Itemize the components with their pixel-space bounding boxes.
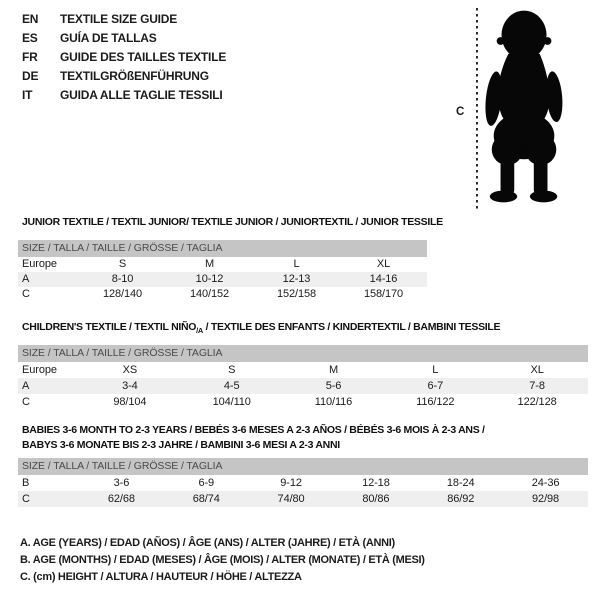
title-text: BABYS 3-6 MONATE BIS 2-3 JAHRE / BAMBINI 3-6 MESI A 2-3 ANNI <box>22 439 340 451</box>
language-label: GUIDE DES TAILLES TEXTILE <box>60 50 227 64</box>
size-header-bar: SIZE / TALLA / TAILLE / GRÖSSE / TAGLIA <box>18 345 588 362</box>
language-row <box>22 67 226 86</box>
language-code: EN <box>22 12 39 26</box>
row-label: A <box>22 380 30 392</box>
row-label: Europe <box>22 364 57 376</box>
size-header-bar: SIZE / TALLA / TAILLE / GRÖSSE / TAGLIA <box>18 240 427 257</box>
size-cell: 68/74 <box>192 493 220 505</box>
size-cell: 3-6 <box>113 477 130 489</box>
size-cell: 92/98 <box>532 493 560 505</box>
table-title-line <box>22 215 443 230</box>
size-cell: 98/104 <box>113 396 147 408</box>
table-row <box>18 394 588 410</box>
baby-silhouette-icon <box>481 7 569 206</box>
size-cell: L <box>432 364 439 376</box>
table-row <box>18 378 588 394</box>
size-table <box>18 240 427 302</box>
row-label: C <box>22 288 30 300</box>
row-label: A <box>22 273 30 285</box>
size-cell: L <box>293 258 300 270</box>
language-row <box>22 48 226 67</box>
language-code: ES <box>22 31 38 45</box>
language-row <box>22 29 226 48</box>
row-label: Europe <box>22 258 57 270</box>
size-cell: 14-16 <box>369 273 398 285</box>
table-row <box>18 257 427 272</box>
language-code: IT <box>22 88 33 102</box>
table-row <box>18 491 588 507</box>
row-label: C <box>22 493 30 505</box>
size-cell: 110/116 <box>314 396 353 408</box>
language-list <box>22 10 226 105</box>
table-row <box>18 287 427 302</box>
size-cell: 104/110 <box>212 396 251 408</box>
size-cell: M <box>328 364 339 376</box>
size-cell: 6-9 <box>198 477 215 489</box>
legend-line: C. (cm) HEIGHT / ALTURA / HAUTEUR / HÖHE / ALTEZZA <box>20 571 302 583</box>
title-text: BABIES 3-6 MONTH TO 2-3 YEARS / BEBÉS 3-6 MESES A 2-3 AÑOS / BÉBÉS 3-6 MOIS À 2-3 ANS / <box>22 424 485 436</box>
legend-line: B. AGE (MONTHS) / EDAD (MESES) / ÂGE (MOIS) / ALTER (MONATE) / ETÀ (MESI) <box>20 554 425 566</box>
table-title-line <box>22 423 485 438</box>
table-title <box>22 215 443 230</box>
row-label: C <box>22 396 30 408</box>
size-cell: 3-4 <box>122 380 138 392</box>
size-header-bar: SIZE / TALLA / TAILLE / GRÖSSE / TAGLIA <box>18 458 588 475</box>
size-cell: 152/158 <box>276 288 317 300</box>
language-label: TEXTILGRÖßENFÜHRUNG <box>60 69 209 83</box>
table-row <box>18 362 588 378</box>
size-cell: 12-18 <box>362 477 390 489</box>
table-title <box>22 320 500 335</box>
size-cell: 86/92 <box>447 493 475 505</box>
legend-line: A. AGE (YEARS) / EDAD (AÑOS) / ÂGE (ANS) / ALTER (JAHRE) / ETÀ (ANNI) <box>20 537 395 549</box>
size-table <box>18 458 588 507</box>
language-code: FR <box>22 50 38 64</box>
size-cell: 74/80 <box>277 493 305 505</box>
size-cell: S <box>228 364 236 376</box>
table-row <box>18 475 588 491</box>
size-cell: 8-10 <box>111 273 134 285</box>
language-code: DE <box>22 69 39 83</box>
title-text: JUNIOR TEXTILE / TEXTIL JUNIOR/ TEXTILE JUNIOR / JUNIORTEXTIL / JUNIOR TESSILE <box>22 216 443 228</box>
size-cell: 122/128 <box>517 396 557 408</box>
size-cell: 6-7 <box>427 380 444 392</box>
size-cell: 5-6 <box>325 380 342 392</box>
table-title <box>22 423 485 453</box>
table-title-line <box>22 320 500 335</box>
size-cell: 4-5 <box>223 380 240 392</box>
title-text: CHILDREN'S TEXTILE / TEXTIL NIÑO <box>22 321 197 333</box>
size-cell: 158/170 <box>363 288 404 300</box>
language-label: GUÍA DE TALLAS <box>60 31 157 45</box>
height-dotted-line <box>476 8 478 209</box>
size-cell: XL <box>376 258 391 270</box>
size-cell: 24-36 <box>531 477 560 489</box>
table-row <box>18 272 427 287</box>
language-row <box>22 10 226 29</box>
size-cell: 80/86 <box>362 493 390 505</box>
title-subscript: /A <box>196 326 204 336</box>
size-cell: XS <box>122 364 138 376</box>
size-cell: XL <box>530 364 544 376</box>
legend <box>20 535 425 586</box>
size-cell: 7-8 <box>529 380 545 392</box>
size-cell: M <box>204 258 215 270</box>
size-cell: 140/152 <box>189 288 230 300</box>
row-label: B <box>22 477 30 489</box>
title-text: / TEXTILE DES ENFANTS / KINDERTEXTIL / BAMBINI TESSILE <box>203 321 501 333</box>
size-cell: 62/68 <box>107 493 135 505</box>
size-cell: S <box>118 258 127 270</box>
size-cell: 18-24 <box>446 477 475 489</box>
size-cell: 12-13 <box>282 273 311 285</box>
language-label: GUIDA ALLE TAGLIE TESSILI <box>60 88 223 102</box>
table-title-line <box>22 438 485 453</box>
size-cell: 128/140 <box>102 288 143 300</box>
size-cell: 9-12 <box>280 477 302 489</box>
language-row <box>22 86 226 105</box>
size-table <box>18 345 588 410</box>
height-label: C <box>456 106 465 118</box>
size-cell: 10-12 <box>195 273 224 285</box>
language-label: TEXTILE SIZE GUIDE <box>60 12 178 26</box>
size-cell: 116/122 <box>416 396 455 408</box>
